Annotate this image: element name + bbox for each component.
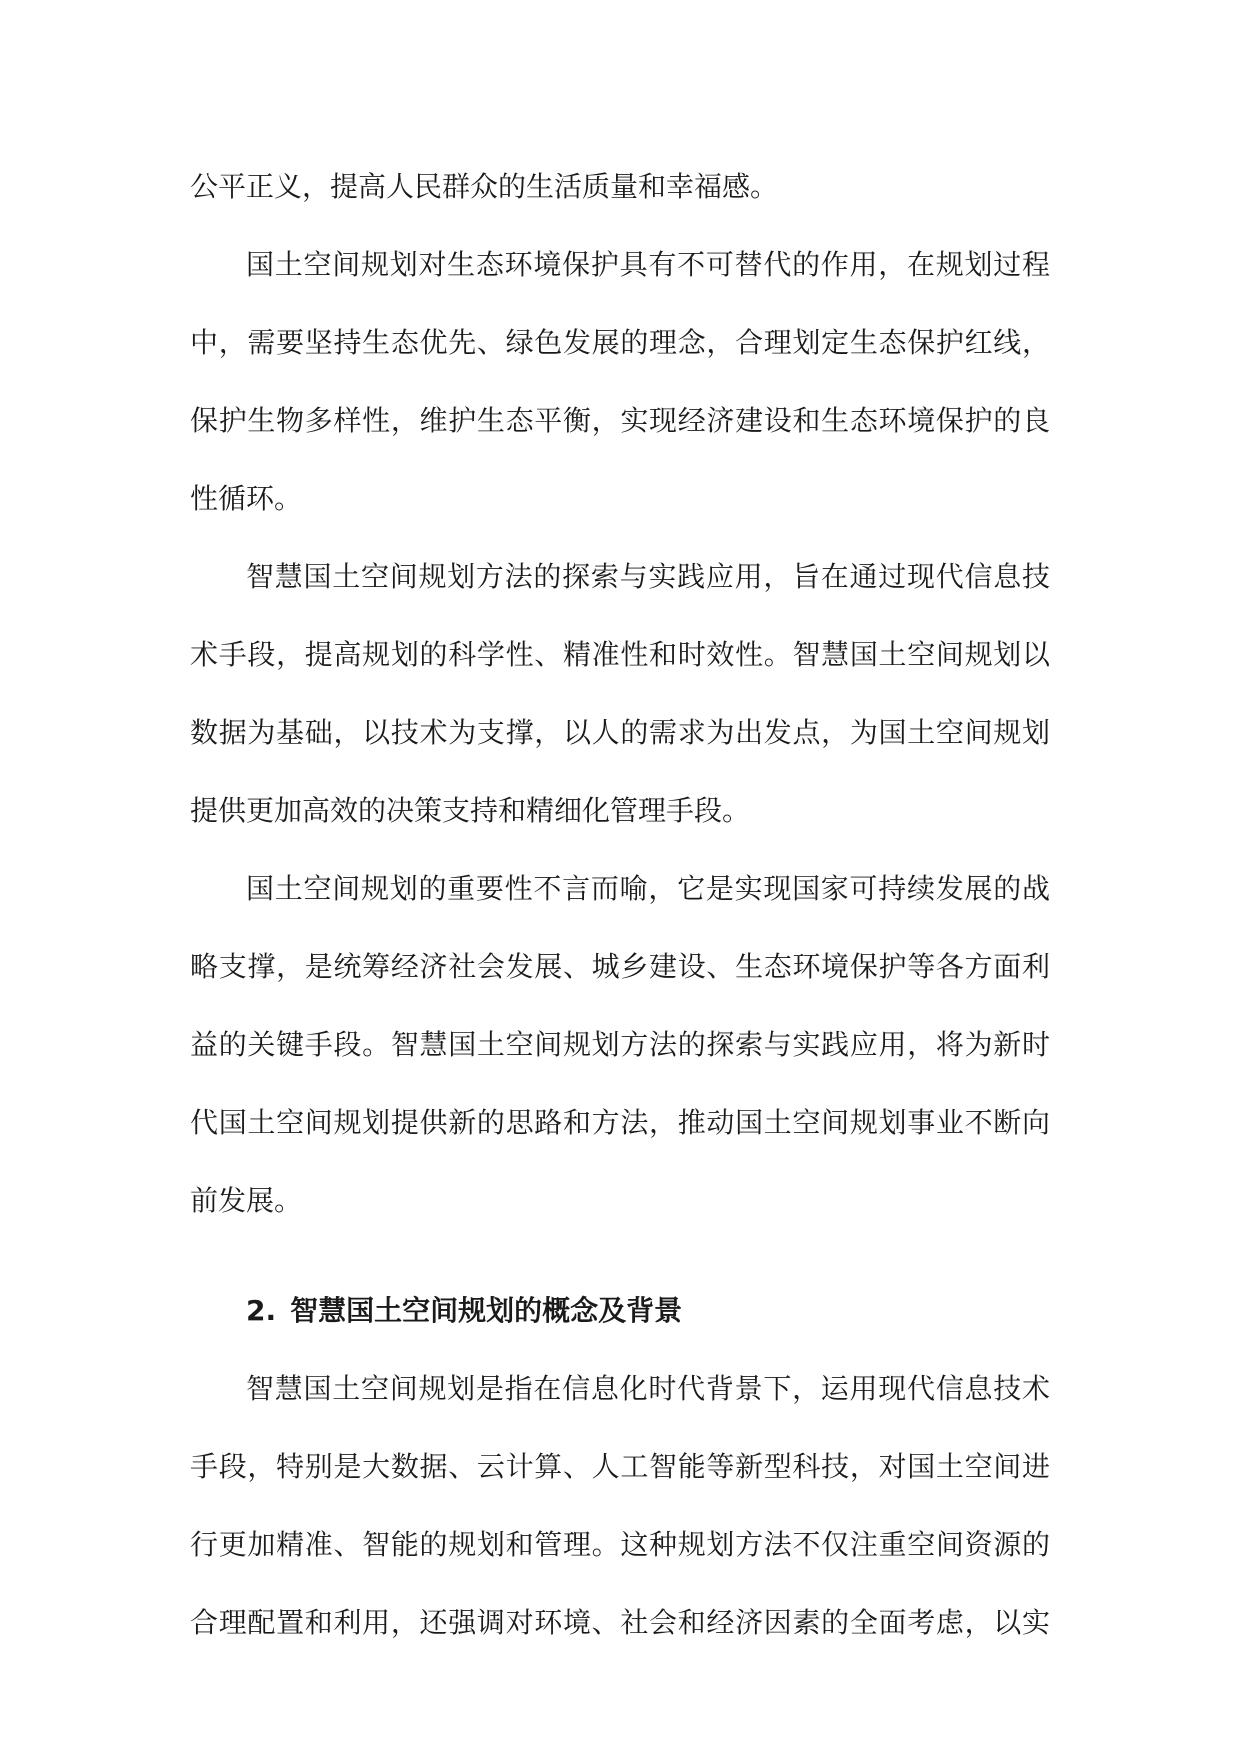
- text-line: 性循环。: [190, 482, 303, 515]
- section-heading: [190, 1272, 1050, 1350]
- text-line: 公平正义，提高人民群众的生活质量和幸福感。: [190, 170, 779, 203]
- section-title: 智慧国土空间规划的概念及背景: [290, 1294, 683, 1327]
- text-line: 中，需要坚持生态优先、绿色发展的理念，合理划定生态保护红线，: [190, 326, 1050, 359]
- text-line: 行更加精准、智能的规划和管理。这种规划方法不仅注重空间资源的: [190, 1528, 1050, 1561]
- text-line: 数据为基础，以技术为支撑，以人的需求为出发点，为国土空间规划: [190, 716, 1050, 749]
- text-line: 智慧国土空间规划是指在信息化时代背景下，运用现代信息技术: [246, 1372, 1050, 1405]
- text-line: 保护生物多样性，维护生态平衡，实现经济建设和生态环境保护的良: [190, 404, 1050, 437]
- paragraph-smart-planning: [190, 538, 1050, 850]
- paragraph-concept: [190, 1350, 1050, 1662]
- text-line: 术手段，提高规划的科学性、精准性和时效性。智慧国土空间规划以: [190, 638, 1050, 671]
- paragraph-importance: [190, 850, 1050, 1240]
- text-line: 益的关键手段。智慧国土空间规划方法的探索与实践应用，将为新时: [190, 1028, 1050, 1061]
- text-line: 合理配置和利用，还强调对环境、社会和经济因素的全面考虑，以实: [190, 1606, 1050, 1639]
- text-line: 略支撑，是统筹经济社会发展、城乡建设、生态环境保护等各方面利: [190, 950, 1050, 983]
- text-line: 前发展。: [190, 1184, 303, 1217]
- paragraph-ecology: [190, 226, 1050, 538]
- text-line: 提供更加高效的决策支持和精细化管理手段。: [190, 794, 751, 827]
- paragraph-continuation: [190, 148, 1050, 226]
- text-line: 国土空间规划对生态环境保护具有不可替代的作用，在规划过程: [246, 248, 1050, 281]
- document-page: [190, 148, 1050, 1662]
- text-line: 国土空间规划的重要性不言而喻，它是实现国家可持续发展的战: [246, 872, 1050, 905]
- text-line: 手段，特别是大数据、云计算、人工智能等新型科技，对国土空间进: [190, 1450, 1050, 1483]
- text-line: 代国土空间规划提供新的思路和方法，推动国土空间规划事业不断向: [190, 1106, 1050, 1139]
- text-line: 智慧国土空间规划方法的探索与实践应用，旨在通过现代信息技: [246, 560, 1050, 593]
- section-number: 2.: [246, 1294, 277, 1327]
